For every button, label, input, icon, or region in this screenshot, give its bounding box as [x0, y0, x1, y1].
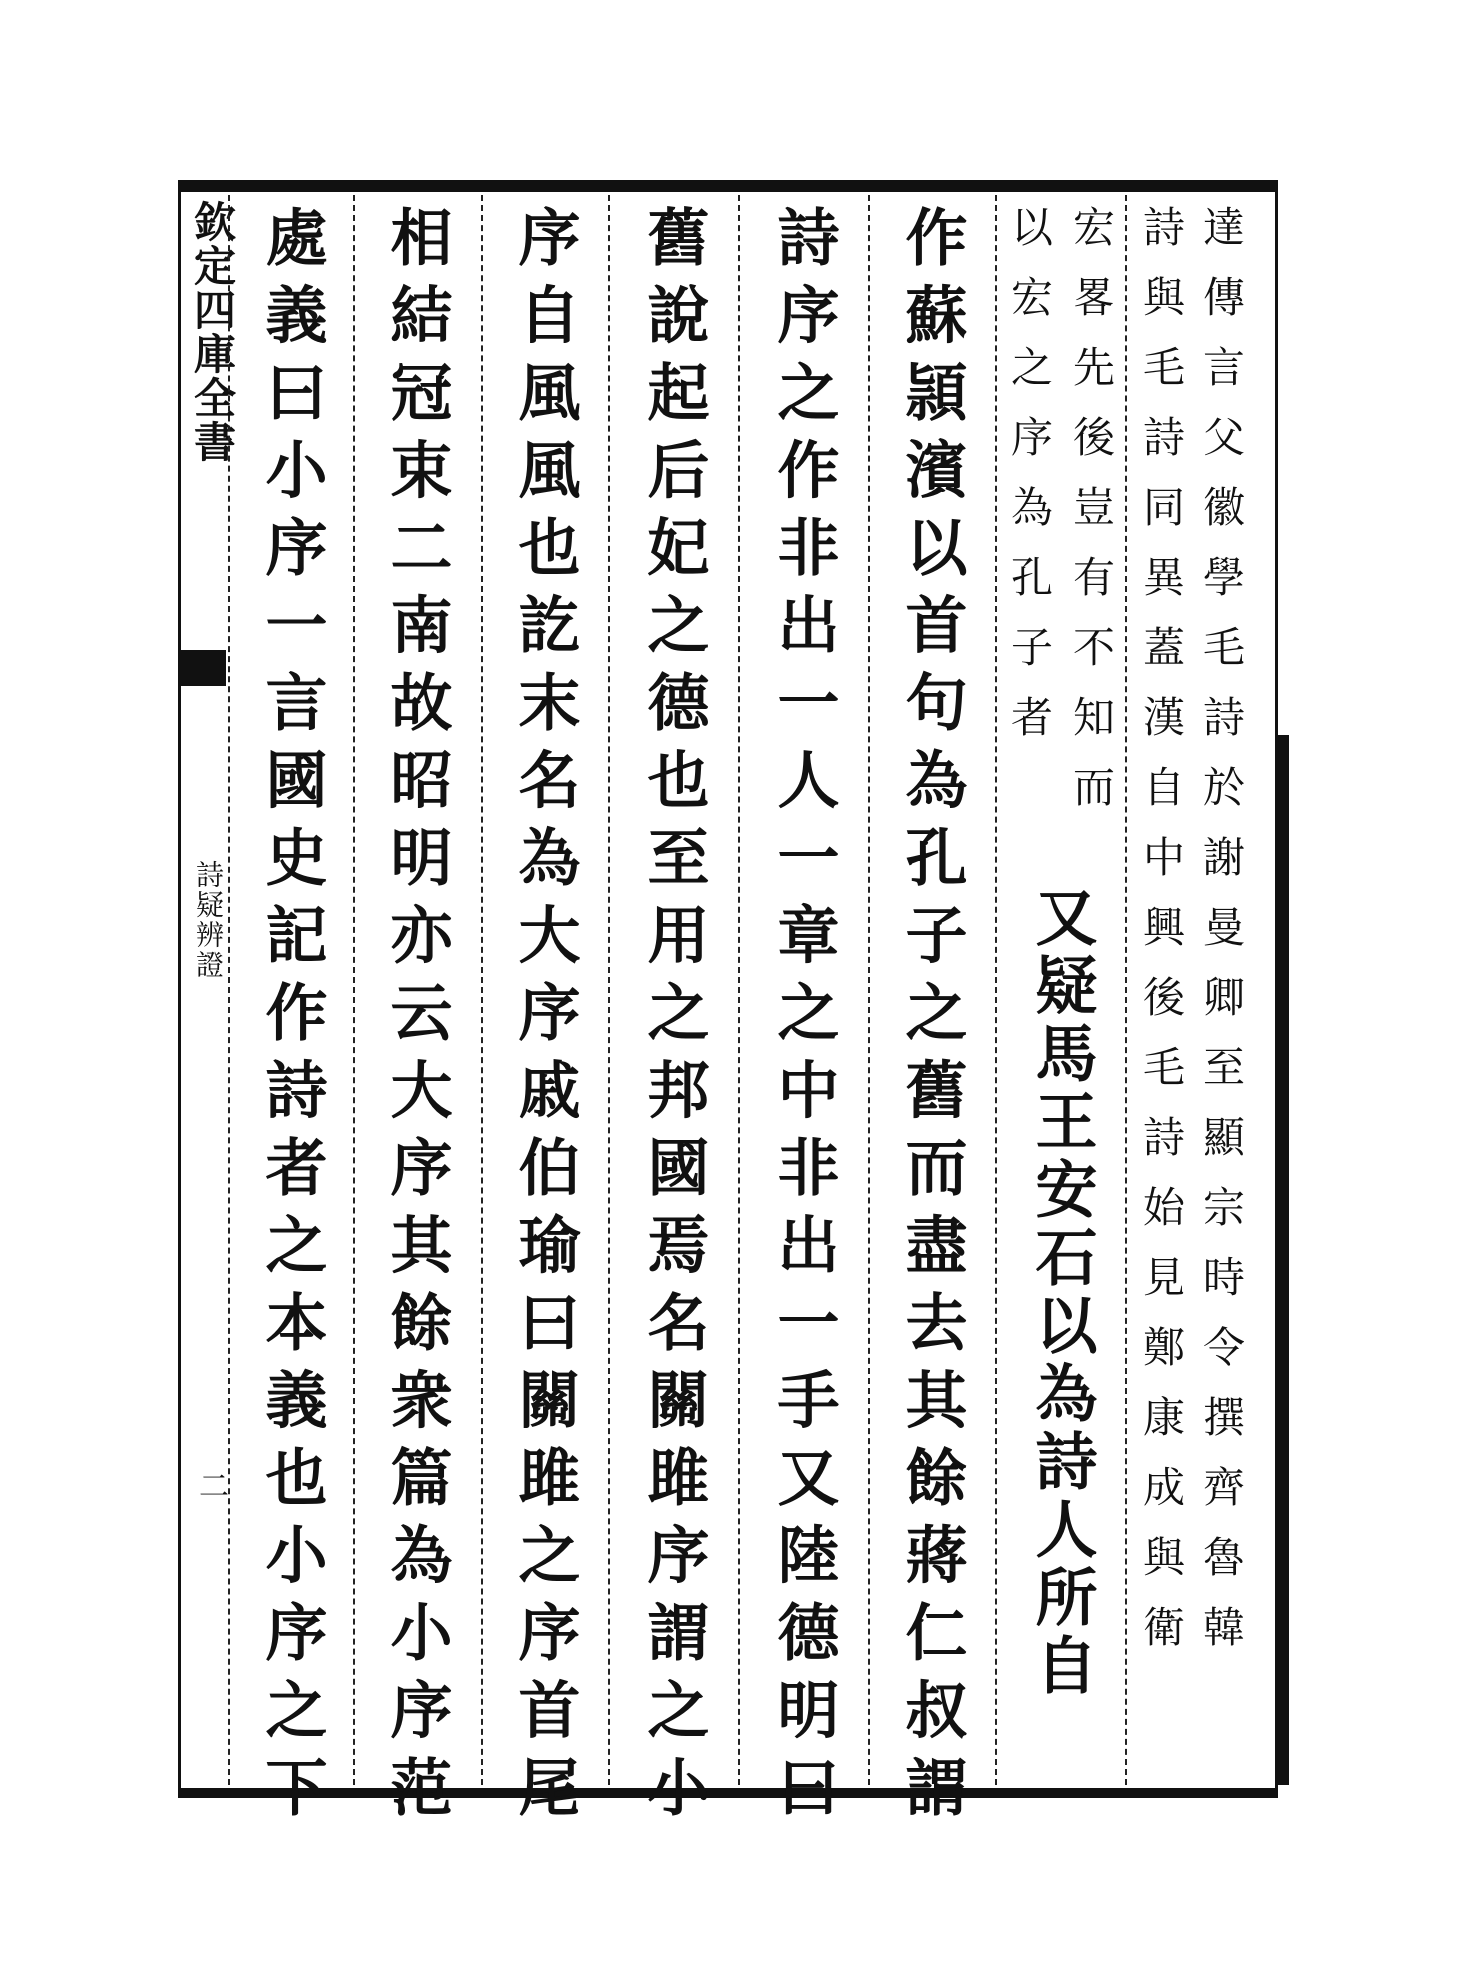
page-number: 二 — [193, 1470, 228, 1500]
column-rule — [481, 195, 483, 1785]
text-column-1b: 詩與毛詩同異蓋漢自中興後毛詩始見鄭康成與衛 — [1137, 205, 1186, 1675]
text-column-5: 舊說起后妃之德也至用之邦國焉名關雎序謂之小 — [637, 205, 710, 1833]
text-column-2b: 以宏之序為孔子者 — [1005, 205, 1054, 765]
text-column-2a: 宏畧先後豈有不知而 — [1067, 205, 1116, 835]
text-column-7: 相結冠束二南故昭明亦云大序其餘衆篇為小序范 — [380, 205, 453, 1833]
column-rule — [995, 195, 997, 1785]
book-title: 詩疑辨證 — [192, 860, 225, 980]
binding-edge — [1275, 735, 1289, 1785]
fish-tail-mark — [180, 650, 226, 686]
text-column-8: 處義曰小序一言國史記作詩者之本義也小序之下 — [255, 205, 328, 1833]
text-column-4: 詩序之作非出一人一章之中非出一手又陸德明曰 — [767, 205, 840, 1833]
column-rule — [353, 195, 355, 1785]
text-column-6: 序自風風也訖末名為大序戚伯瑜曰關雎之序首尾 — [508, 205, 581, 1833]
column-rule — [1125, 195, 1127, 1785]
column-rule — [608, 195, 610, 1785]
column-rule — [228, 195, 230, 1785]
column-rule — [868, 195, 870, 1785]
text-column-3: 作蘇頴濱以首句為孔子之舊而盡去其餘蔣仁叔謂 — [895, 205, 968, 1833]
text-column-2-main: 又疑馬王安石以為詩人所自 — [1025, 885, 1098, 1701]
text-column-1a: 達傳言父徽學毛詩於謝曼卿至顯宗時令撰齊魯韓 — [1197, 205, 1246, 1675]
collection-title: 欽定四庫全書 — [188, 200, 237, 464]
column-rule — [738, 195, 740, 1785]
